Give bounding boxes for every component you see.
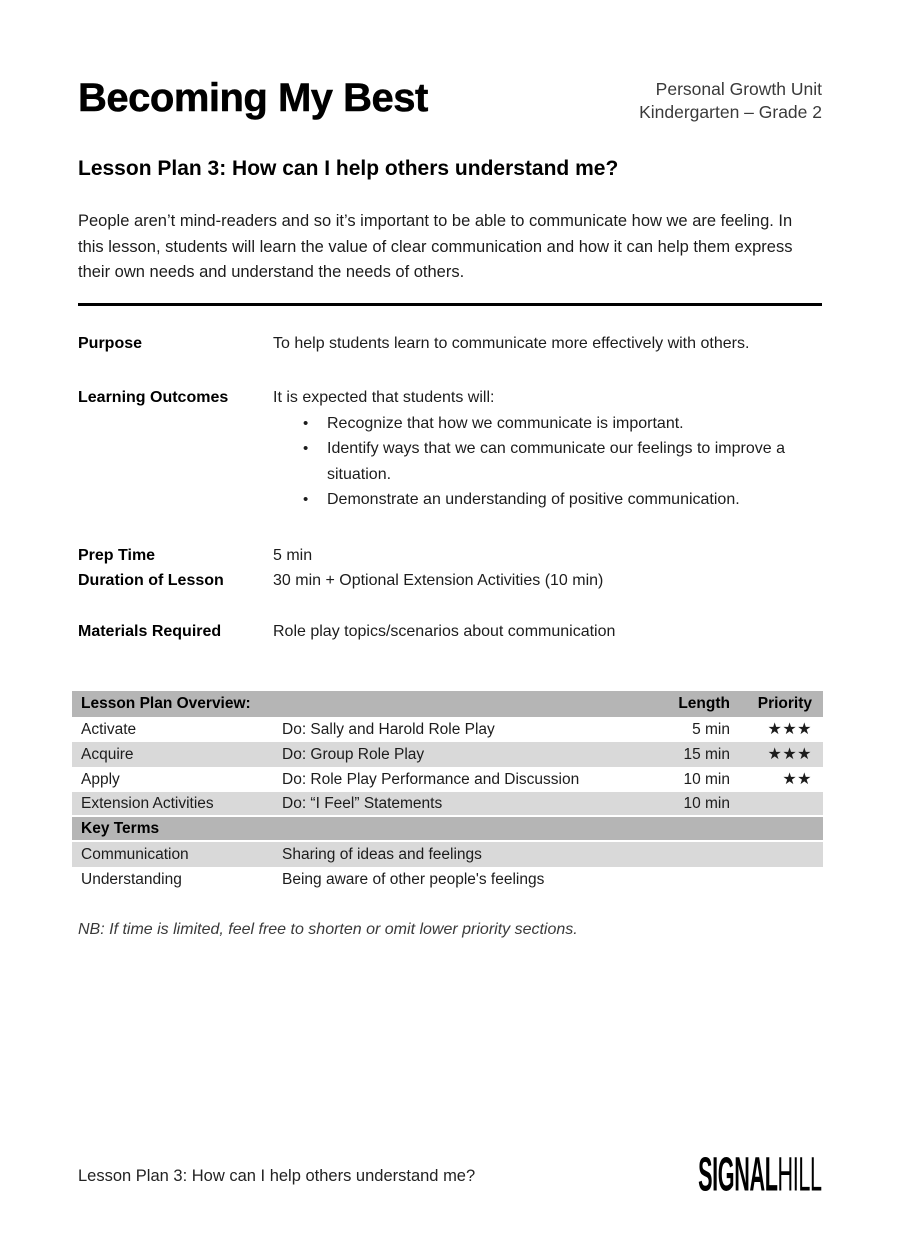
phase-cell: Apply (81, 770, 120, 788)
overview-title: Lesson Plan Overview: (81, 695, 251, 712)
length-cell: 15 min (683, 745, 730, 763)
key-term-row (72, 867, 823, 892)
bullet-icon: • (303, 414, 309, 432)
activity-cell: Do: Role Play Performance and Discussion (282, 770, 580, 788)
section-divider (78, 303, 822, 306)
key-term-row (72, 842, 823, 867)
key-terms-title: Key Terms (81, 819, 160, 837)
outcomes-intro: It is expected that students will: (273, 389, 495, 406)
logo-text-signal: SIGNAL (698, 1148, 778, 1202)
duration-value: 30 min + Optional Extension Activities (10 min) (273, 572, 604, 589)
priority-stars: ★★★ (767, 745, 812, 763)
definition-cell: Sharing of ideas and feelings (282, 845, 482, 863)
outcome-text: Recognize that how we communicate is important. (327, 414, 684, 432)
prep-time-row (78, 543, 822, 569)
length-cell: 10 min (683, 794, 730, 812)
logo-text-hill: HILL (777, 1148, 822, 1202)
outcome-item (273, 436, 822, 487)
overview-header-row (72, 691, 823, 717)
activity-cell: Do: Group Role Play (282, 745, 425, 763)
materials-value: Role play topics/scenarios about communication (273, 622, 616, 640)
activity-cell: Do: “I Feel” Statements (282, 794, 443, 812)
duration-row (78, 568, 822, 594)
term-cell: Understanding (81, 870, 182, 888)
purpose-label: Purpose (78, 334, 143, 352)
bullet-icon: • (303, 491, 309, 508)
priority-stars: ★★ (782, 770, 812, 788)
footer-lesson-title: Lesson Plan 3: How can I help others understand me? (78, 1166, 476, 1185)
term-cell: Communication (81, 845, 189, 863)
phase-cell: Activate (81, 720, 137, 738)
purpose-row (78, 331, 822, 357)
outcome-item (273, 411, 822, 437)
definition-cell: Being aware of other people's feelings (282, 870, 545, 888)
activity-cell: Do: Sally and Harold Role Play (282, 720, 495, 738)
priority-stars: ★★★ (767, 720, 812, 738)
outcome-text: Identify ways that we can communicate our feelings to improve a situation. (327, 440, 785, 483)
learning-outcomes-value (273, 385, 822, 513)
nb-note: NB: If time is limited, feel free to shorten or omit lower priority sections. (78, 921, 578, 938)
learning-outcomes-row (78, 385, 822, 513)
document-title: Becoming My Best (78, 76, 428, 120)
table-row (72, 742, 823, 767)
lesson-plan-heading: Lesson Plan 3: How can I help others understand me? (78, 157, 619, 180)
lesson-plan-overview-table (72, 691, 823, 892)
table-row (72, 767, 823, 792)
phase-cell: Acquire (81, 745, 134, 763)
document-footer (78, 1148, 822, 1202)
purpose-value: To help students learn to communicate more effectively with others. (273, 334, 750, 352)
grade-range: Kindergarten – Grade 2 (639, 102, 822, 122)
unit-info (639, 76, 822, 124)
lesson-intro-paragraph: People aren’t mind-readers and so it’s important to be able to communicate how we are feeling. In this lesson, students will learn the value of clear communication and how it can help them express their own needs and understand the needs of others. (78, 212, 793, 281)
prep-time-label: Prep Time (78, 546, 156, 564)
length-cell: 5 min (692, 720, 730, 738)
learning-outcomes-label: Learning Outcomes (78, 389, 229, 406)
outcomes-list (273, 411, 822, 513)
table-row (72, 792, 823, 817)
phase-cell: Extension Activities (81, 794, 214, 812)
table-row (72, 717, 823, 742)
duration-label: Duration of Lesson (78, 572, 224, 589)
length-column-header: Length (678, 695, 730, 712)
signalhill-logo (698, 1148, 822, 1202)
unit-name: Personal Growth Unit (655, 79, 822, 99)
materials-row (78, 619, 822, 645)
key-terms-header-row (72, 817, 823, 842)
outcome-text: Demonstrate an understanding of positive communication. (327, 491, 740, 508)
prep-time-value: 5 min (273, 546, 313, 564)
document-page (0, 76, 900, 1242)
outcome-item (273, 487, 822, 513)
materials-label: Materials Required (78, 622, 222, 640)
priority-column-header: Priority (757, 695, 812, 712)
length-cell: 10 min (683, 770, 730, 788)
bullet-icon: • (303, 440, 309, 457)
document-header (78, 76, 822, 124)
